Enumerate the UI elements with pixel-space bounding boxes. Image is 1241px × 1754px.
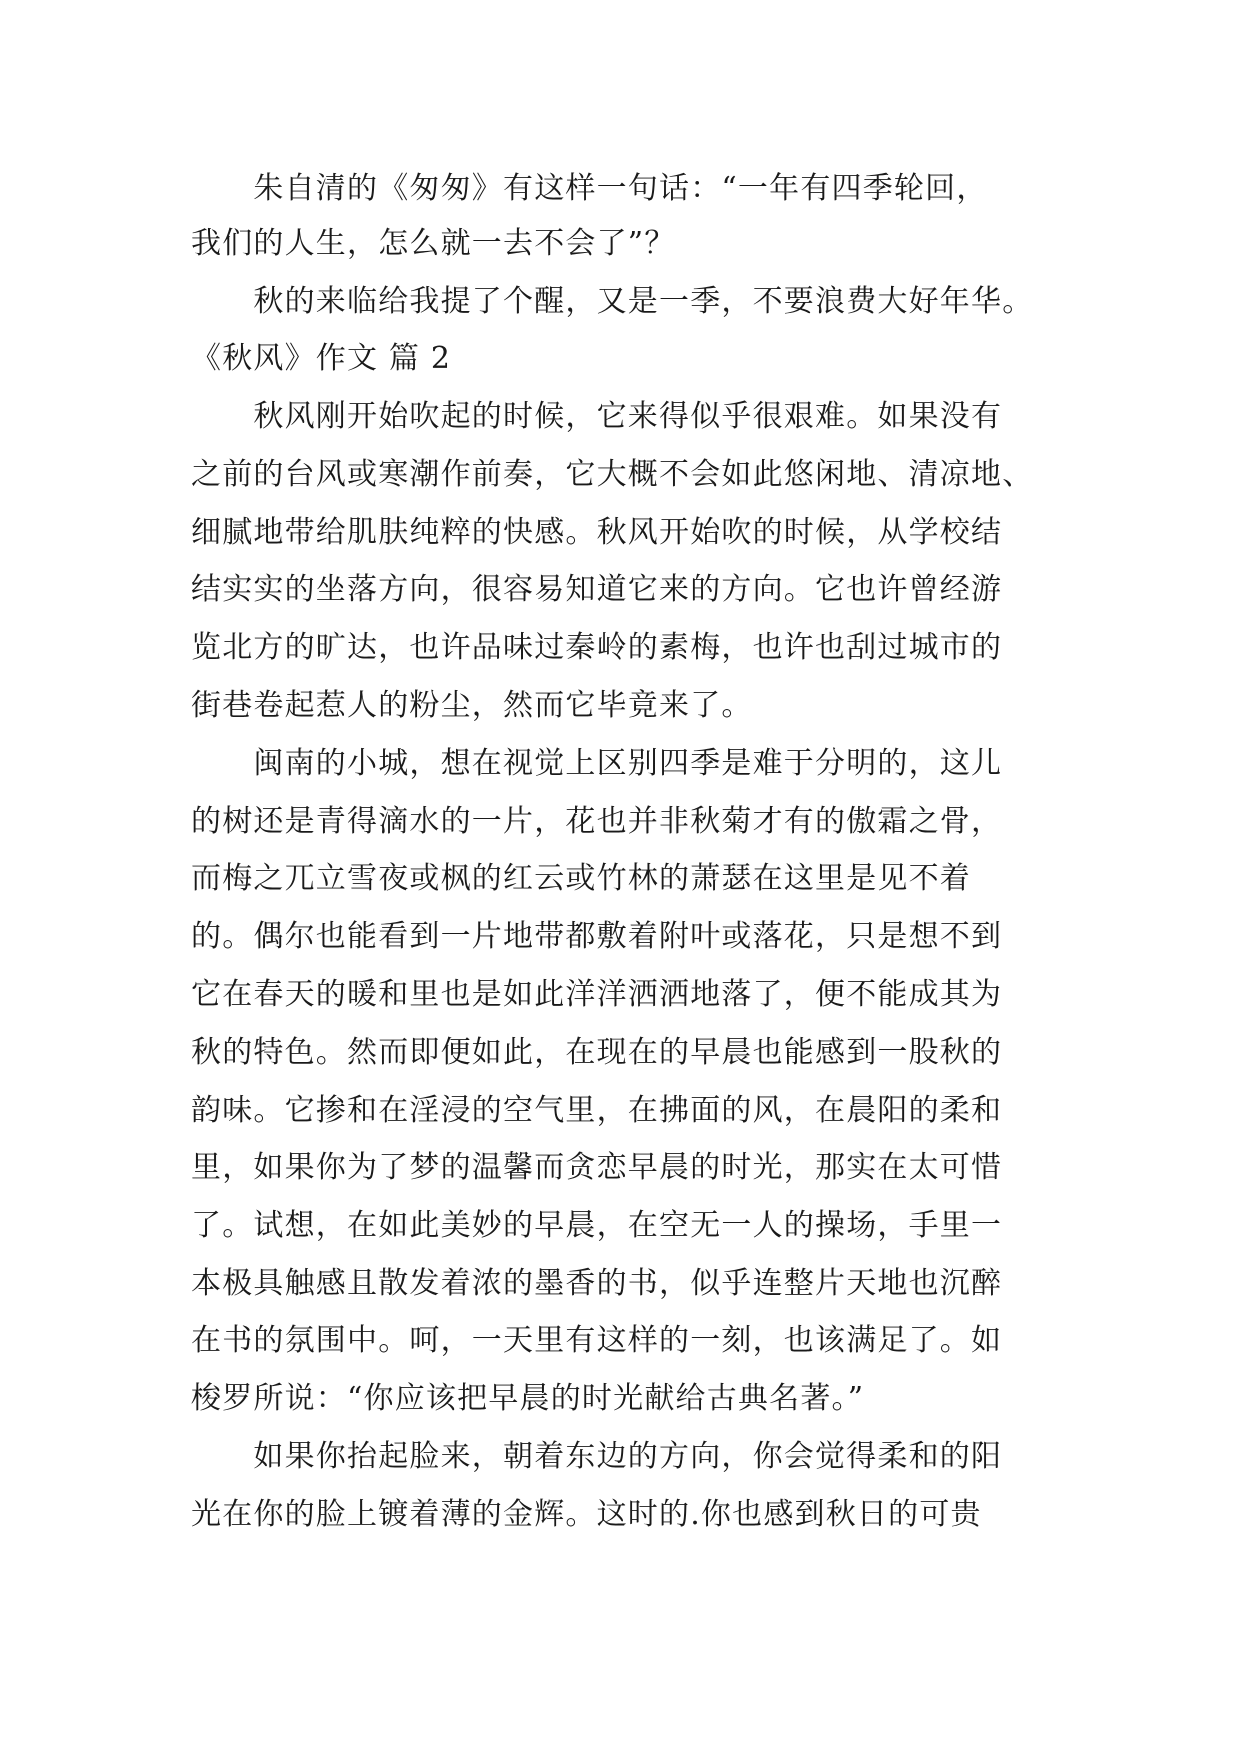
section-heading: 《秋风》作文 篇 2 <box>191 341 452 376</box>
text-line: 秋的来临给我提了个醒，又是一季，不要浪费大好年华。 <box>191 284 1034 319</box>
text-line: 览北方的旷达，也许品味过秦岭的素梅，也许也刮过城市的 <box>191 630 1003 665</box>
text-line: 之前的台风或寒潮作前奏，它大概不会如此悠闲地、清凉地、 <box>191 457 1034 492</box>
text-line: 它在春天的暖和里也是如此洋洋洒洒地落了，便不能成其为 <box>191 977 1003 1012</box>
text-line: 梭罗所说：“你应该把早晨的时光献给古典名著。” <box>191 1381 865 1416</box>
text-line: 朱自清的《匆匆》有这样一句话：“一年有四季轮回， <box>191 171 988 206</box>
text-line: 了。试想，在如此美妙的早晨，在空无一人的操场，手里一 <box>191 1208 1003 1243</box>
text-line: 秋的特色。然而即便如此，在现在的早晨也能感到一股秋的 <box>191 1035 1003 1070</box>
text-line: 秋风刚开始吹起的时候，它来得似乎很艰难。如果没有 <box>191 399 1003 434</box>
text-line: 的。偶尔也能看到一片地带都敷着附叶或落花，只是想不到 <box>191 919 1003 954</box>
text-line: 在书的氛围中。呵，一天里有这样的一刻，也该满足了。如 <box>191 1323 1003 1358</box>
text-line: 而梅之兀立雪夜或枫的红云或竹林的萧瑟在这里是见不着 <box>191 861 971 896</box>
text-line: 细腻地带给肌肤纯粹的快感。秋风开始吹的时候，从学校结 <box>191 515 1003 550</box>
text-line: 的树还是青得滴水的一片，花也并非秋菊才有的傲霜之骨， <box>191 804 1003 839</box>
text-line: 闽南的小城，想在视觉上区别四季是难于分明的，这儿 <box>191 746 1003 781</box>
text-line: 街巷卷起惹人的粉尘，然而它毕竟来了。 <box>191 688 753 723</box>
text-line: 如果你抬起脸来，朝着东边的方向，你会觉得柔和的阳 <box>191 1439 1003 1474</box>
text-line: 本极具触感且散发着浓的墨香的书，似乎连整片天地也沉醉 <box>191 1266 1003 1301</box>
text-line: 我们的人生，怎么就一去不会了”？ <box>191 226 676 261</box>
text-line: 光在你的脸上镀着薄的金辉。这时的.你也感到秋日的可贵 <box>191 1497 982 1532</box>
text-line: 韵味。它掺和在淫浸的空气里，在拂面的风，在晨阳的柔和 <box>191 1093 1003 1128</box>
text-line: 结实实的坐落方向，很容易知道它来的方向。它也许曾经游 <box>191 572 1003 607</box>
text-line: 里，如果你为了梦的温馨而贪恋早晨的时光，那实在太可惜 <box>191 1150 1003 1185</box>
